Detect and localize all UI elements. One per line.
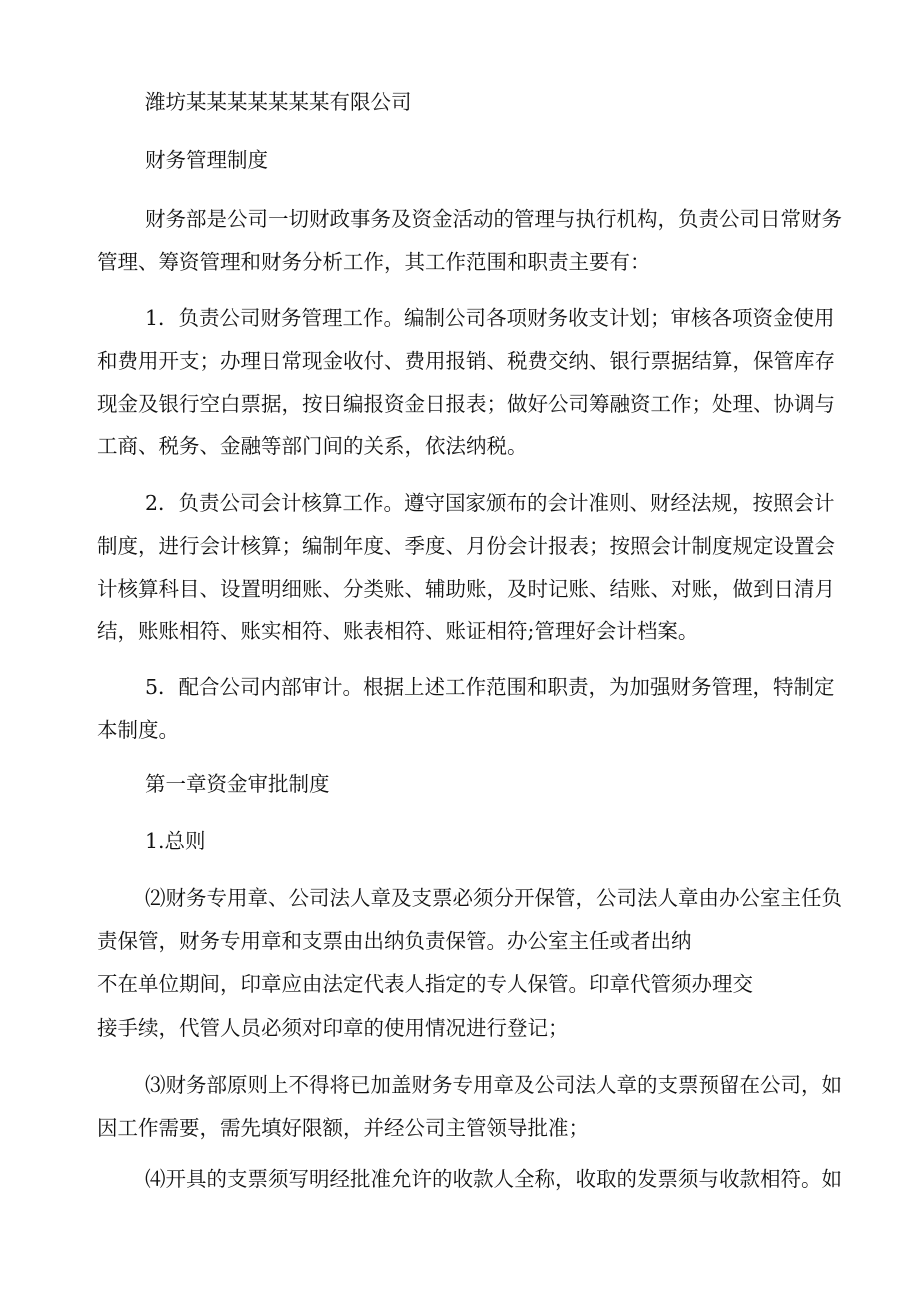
item1-line-1: 1．负责公司财务管理工作。编制公司各项财务收支计划；审核各项资金使用 <box>145 306 835 330</box>
item1-line-2: 和费用开支；办理日常现金收付、费用报销、税费交纳、银行票据结算，保管库存 <box>97 349 835 373</box>
item2-line-4: 结，账账相符、账实相符、账表相符、账证相符;管理好会计档案。 <box>97 619 699 643</box>
para2-line-4: 接手续，代管人员必须对印章的使用情况进行登记； <box>97 1016 569 1040</box>
item2-line-1: 2．负责公司会计核算工作。遵守国家颁布的会计准则、财经法规，按照会计 <box>145 491 835 515</box>
para3-line-2: 因工作需要，需先填好限额，并经公司主管领导批准； <box>97 1116 589 1140</box>
para2-line-2: 责保管，财务专用章和支票由出纳负责保管。办公室主任或者出纳 <box>97 929 692 953</box>
para3-line-1: ⑶财务部原则上不得将已加盖财务专用章及公司法人章的支票预留在公司，如 <box>145 1073 842 1097</box>
company-name: 潍坊某某某某某某某有限公司 <box>145 90 412 114</box>
section-heading: 1.总则 <box>145 829 206 853</box>
document-title: 财务管理制度 <box>145 148 268 172</box>
chapter-heading: 第一章资金审批制度 <box>145 772 330 796</box>
item5-line-1: 5．配合公司内部审计。根据上述工作范围和职责，为加强财务管理，特制定 <box>145 675 835 699</box>
item2-line-3: 计核算科目、设置明细账、分类账、辅助账，及时记账、结账、对账，做到日清月 <box>97 577 835 601</box>
item5-line-2: 本制度。 <box>97 718 179 742</box>
item1-line-4: 工商、税务、金融等部门间的关系，依法纳税。 <box>97 434 528 458</box>
para4-line-1: ⑷开具的支票须写明经批准允许的收款人全称，收取的发票须与收款相符。如 <box>145 1167 842 1191</box>
para2-line-3: 不在单位期间，印章应由法定代表人指定的专人保管。印章代管须办理交 <box>97 972 753 996</box>
intro-line-1: 财务部是公司一切财政事务及资金活动的管理与执行机构，负责公司日常财务 <box>145 207 842 231</box>
item1-line-3: 现金及银行空白票据，按日编报资金日报表；做好公司筹融资工作；处理、协调与 <box>97 392 835 416</box>
para2-line-1: ⑵财务专用章、公司法人章及支票必须分开保管，公司法人章由办公室主任负 <box>145 886 842 910</box>
intro-line-2: 管理、筹资管理和财务分析工作，其工作范围和职责主要有： <box>97 250 651 274</box>
item2-line-2: 制度，进行会计核算；编制年度、季度、月份会计报表；按照会计制度规定设置会 <box>97 534 835 558</box>
